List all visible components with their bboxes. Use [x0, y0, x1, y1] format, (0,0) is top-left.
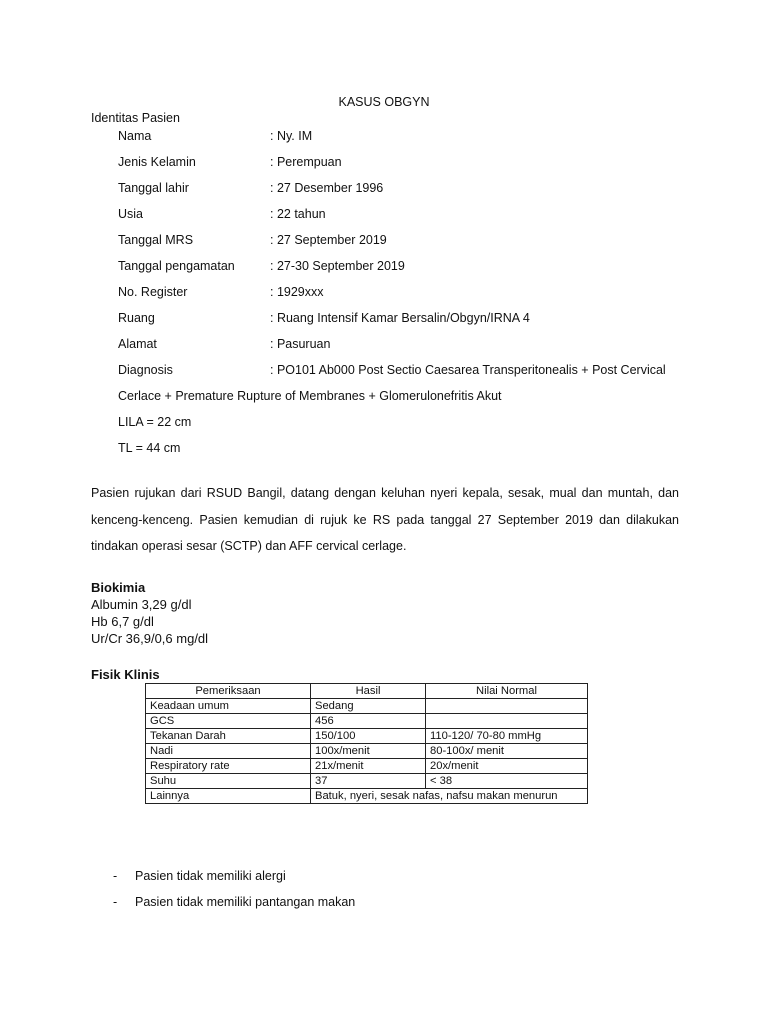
column-header: Hasil	[311, 684, 426, 699]
identity-row	[118, 363, 678, 383]
table-cell: 37	[311, 774, 426, 789]
tl-measure: TL = 44 cm	[118, 441, 181, 455]
diagnosis-continued: Cerlace + Premature Rupture of Membranes + Glomerulonefritis Akut	[118, 389, 502, 403]
note-text: Pasien tidak memiliki pantangan makan	[135, 895, 356, 909]
table-row	[146, 699, 588, 714]
table-cell: Keadaan umum	[146, 699, 311, 714]
table-row	[146, 759, 588, 774]
identity-row	[118, 233, 678, 253]
bullet-dash: -	[113, 895, 118, 909]
table-cell: Respiratory rate	[146, 759, 311, 774]
table-cell: GCS	[146, 714, 311, 729]
identity-label: Nama	[118, 129, 152, 143]
table-header-row	[146, 684, 588, 699]
table-row	[146, 774, 588, 789]
identity-row	[118, 155, 678, 175]
identity-row	[118, 181, 678, 201]
identity-label: Usia	[118, 207, 144, 221]
identity-row	[118, 207, 678, 227]
identity-value: : 1929xxx	[270, 285, 324, 299]
bullet-dash: -	[113, 869, 118, 883]
identity-label: Tanggal pengamatan	[118, 259, 235, 273]
table-cell: 100x/menit	[311, 744, 426, 759]
identity-row	[118, 337, 678, 357]
identity-row	[118, 129, 678, 149]
table-cell: Tekanan Darah	[146, 729, 311, 744]
lila-measure: LILA = 22 cm	[118, 415, 192, 429]
table-cell: 21x/menit	[311, 759, 426, 774]
identity-label: Tanggal MRS	[118, 233, 194, 247]
biochem-item: Ur/Cr 36,9/0,6 mg/dl	[91, 631, 209, 646]
table-row	[146, 729, 588, 744]
column-header: Pemeriksaan	[146, 684, 311, 699]
clinical-table	[145, 683, 588, 804]
identity-value: : Ruang Intensif Kamar Bersalin/Obgyn/IRNA 4	[270, 311, 530, 325]
table-cell: 80-100x/ menit	[426, 744, 588, 759]
table-cell: < 38	[426, 774, 588, 789]
table-cell	[426, 714, 588, 729]
identity-label: Tanggal lahir	[118, 181, 189, 195]
table-cell: Nadi	[146, 744, 311, 759]
biochem-item: Hb 6,7 g/dl	[91, 614, 154, 629]
note-text: Pasien tidak memiliki alergi	[135, 869, 286, 883]
identity-value: : Pasuruan	[270, 337, 331, 351]
table-row	[146, 744, 588, 759]
table-row	[146, 714, 588, 729]
identity-value: : Perempuan	[270, 155, 342, 169]
table-cell	[426, 699, 588, 714]
table-cell: Lainnya	[146, 789, 311, 804]
identity-heading: Identitas Pasien	[91, 111, 180, 125]
table-cell: 150/100	[311, 729, 426, 744]
biochem-heading: Biokimia	[91, 580, 146, 595]
identity-value: : 27 Desember 1996	[270, 181, 384, 195]
table-cell: Sedang	[311, 699, 426, 714]
identity-value: : 27-30 September 2019	[270, 259, 405, 273]
identity-value: : Ny. IM	[270, 129, 313, 143]
identity-label: Diagnosis	[118, 363, 173, 377]
table-cell: Batuk, nyeri, sesak nafas, nafsu makan menurun	[311, 789, 588, 804]
identity-row	[118, 259, 678, 279]
identity-label: No. Register	[118, 285, 188, 299]
identity-label: Ruang	[118, 311, 155, 325]
column-header: Nilai Normal	[426, 684, 588, 699]
table-cell: 110-120/ 70-80 mmHg	[426, 729, 588, 744]
identity-value: : 22 tahun	[270, 207, 326, 221]
identity-value: : PO101 Ab000 Post Sectio Caesarea Transperitonealis + Post Cervical	[270, 363, 666, 377]
table-cell: Suhu	[146, 774, 311, 789]
table-row	[146, 789, 588, 804]
identity-row	[118, 311, 678, 331]
case-paragraph: Pasien rujukan dari RSUD Bangil, datang dengan keluhan nyeri kepala, sesak, mual dan muntah, dan kenceng-kenceng. Pasien kemudian di rujuk ke RS pada tanggal 27 September 2019 dan dilakukan tindakan operasi sesar (SCTP) dan AFF cervical cerlage.	[91, 486, 679, 553]
table-cell: 456	[311, 714, 426, 729]
clinical-heading: Fisik Klinis	[91, 667, 160, 682]
document-title: KASUS OBGYN	[338, 95, 430, 109]
table-cell: 20x/menit	[426, 759, 588, 774]
identity-label: Alamat	[118, 337, 157, 351]
biochem-item: Albumin 3,29 g/dl	[91, 597, 192, 612]
identity-row	[118, 285, 678, 305]
identity-label: Jenis Kelamin	[118, 155, 196, 169]
identity-value: : 27 September 2019	[270, 233, 387, 247]
